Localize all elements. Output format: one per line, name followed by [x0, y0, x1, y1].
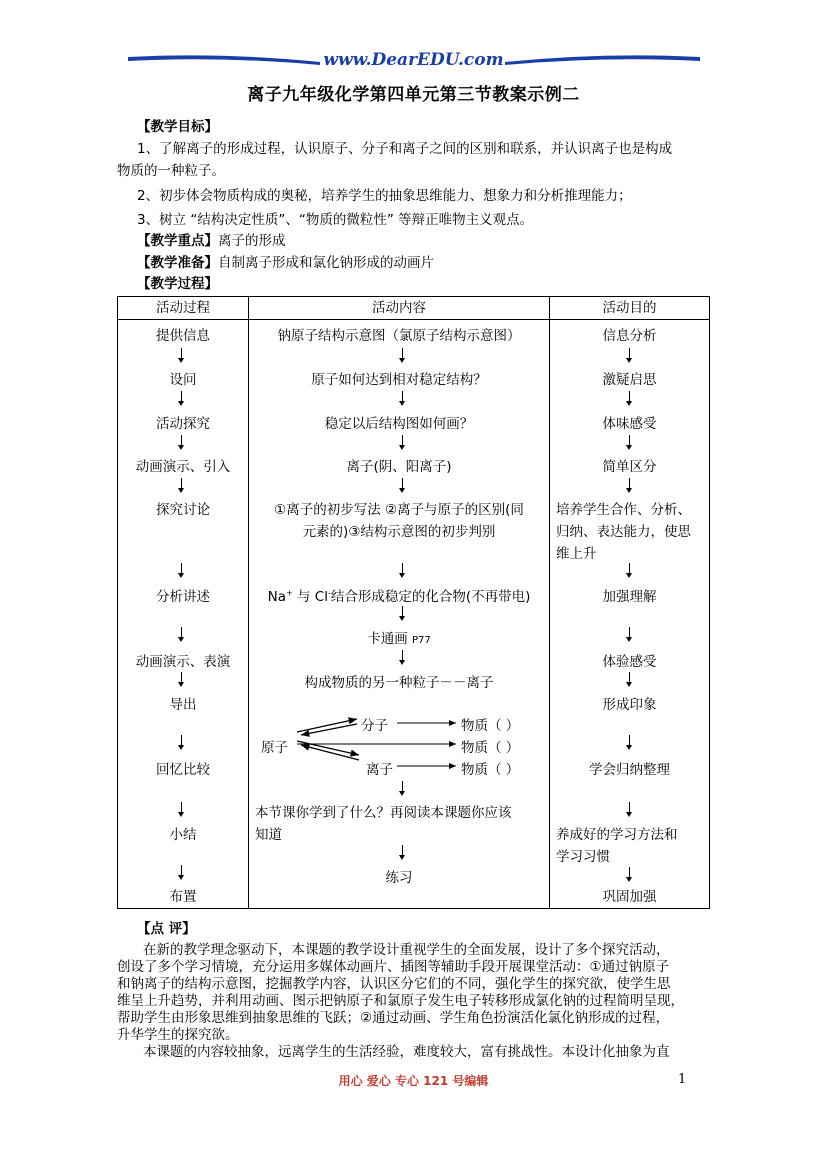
content-step-exercise: 练习	[385, 870, 413, 886]
prep-heading: 【教学准备】	[137, 255, 218, 271]
down-arrow-icon	[181, 627, 182, 638]
content-step: 构成物质的另一种粒子－－离子	[304, 675, 494, 691]
down-arrow-icon	[402, 391, 403, 402]
review-line: 在新的教学理念驱动下，本课题的教学设计重视学生的全面发展，设计了多个探究活动，	[143, 942, 670, 958]
process-step: 回忆比较	[156, 762, 210, 778]
review-line: 本课题的内容较抽象，远离学生的生活经验，难度较大，富有挑战性。本设计化抽象为直	[143, 1044, 670, 1060]
molecule-label: 分子	[361, 718, 388, 734]
objective-2: 2、初步体会物质构成的奥秘，培养学生的抽象思维能力、想象力和分析推理能力；	[137, 188, 632, 204]
purpose-step: 加强理解	[602, 589, 657, 605]
down-arrow-icon	[181, 391, 182, 402]
content-step: 离子(阴、阳离子)	[346, 459, 452, 475]
site-url[interactable]: www.DearEDU.com	[323, 50, 504, 70]
objective-1-line-1: 1、了解离子的形成过程，认识原子、分子和离子之间的区别和联系，并认识离子也是构成	[137, 141, 673, 157]
prep-text: 自制离子形成和氯化钠形成的动画片	[218, 255, 434, 271]
content-step: 原子如何达到相对稳定结构？	[311, 372, 487, 388]
purpose-step: 巩固加强	[602, 889, 657, 905]
down-arrow-icon	[181, 865, 182, 876]
process-step: 设问	[169, 372, 197, 388]
process-step: 提供信息	[156, 328, 210, 344]
down-arrow-icon	[402, 563, 403, 574]
review-line: 维呈上升趋势，并利用动画、图示把钠原子和氯原子发生电子转移形成氯化钠的过程简明呈现，	[117, 993, 684, 1009]
down-arrow-icon	[181, 478, 182, 489]
down-arrow-icon	[629, 672, 630, 683]
process-step: 动画演示、表演	[135, 654, 231, 670]
down-arrow-icon	[629, 391, 630, 402]
purpose-step: 信息分析	[602, 328, 657, 344]
down-arrow-icon	[629, 735, 630, 746]
down-arrow-icon	[629, 563, 630, 574]
process-step: 导出	[169, 697, 197, 713]
footer-text: 用心 爱心 专心 121 号编辑	[338, 1074, 489, 1088]
content-step: 钠原子结构示意图（氯原子结构示意图）	[277, 328, 521, 344]
table-body-row	[118, 320, 710, 909]
purpose-step: 体味感受	[602, 416, 657, 432]
down-arrow-icon	[629, 627, 630, 638]
atom-label: 原子	[261, 740, 288, 756]
process-step: 活动探究	[156, 416, 210, 432]
down-arrow-icon	[181, 735, 182, 746]
process-step: 分析讲述	[156, 589, 210, 605]
down-arrow-icon	[402, 650, 403, 661]
column-purpose	[550, 320, 710, 909]
focus-line	[137, 230, 286, 252]
cartoon-label: 卡通画	[367, 631, 408, 647]
purpose-line-1: 培养学生合作、分析、	[556, 502, 691, 518]
header-activity-content: 活动内容	[249, 297, 550, 320]
down-arrow-icon	[402, 478, 403, 489]
content-step-cartoon	[249, 627, 549, 647]
column-content	[249, 320, 550, 909]
purpose-line-2: 归纳、表达能力，使思	[556, 524, 691, 540]
matter-blank-1: 物质（ ）	[461, 718, 520, 734]
review-line: 升华学生的探究欲。	[117, 1027, 239, 1043]
purpose-step: 学会归纳整理	[589, 762, 670, 778]
focus-text: 离子的形成	[218, 233, 286, 249]
table-header-row	[118, 297, 710, 320]
review-line: 创设了多个学习情境，充分运用多媒体动画片、插图等辅助手段开展课堂活动：①通过钠原子	[117, 959, 670, 975]
column-process	[118, 320, 249, 909]
header-activity-process: 活动过程	[118, 297, 249, 320]
down-arrow-icon	[402, 606, 403, 617]
header-activity-purpose: 活动目的	[550, 297, 710, 320]
process-heading: 【教学过程】	[137, 276, 218, 292]
sodium-symbol: Na	[267, 589, 286, 605]
summary-line-2: 知道	[255, 827, 282, 843]
down-arrow-icon	[402, 435, 403, 446]
down-arrow-icon	[402, 845, 403, 856]
review-body	[117, 942, 713, 1061]
purpose-step: 形成印象	[602, 697, 657, 713]
review-line: 和钠离子的结构示意图，挖掘教学内容，认识区分它们的不同，强化学生的探究欲，使学生思	[117, 976, 671, 992]
positive-charge: +	[285, 588, 293, 598]
objective-3: 3、树立 “结构决定性质”、“物质的微粒性” 等辩正唯物主义观点。	[137, 212, 534, 228]
down-arrow-icon	[181, 802, 182, 813]
down-arrow-icon	[629, 478, 630, 489]
objectives-heading: 【教学目标】	[137, 119, 218, 135]
down-arrow-icon	[629, 802, 630, 813]
particle-relation-arrows	[249, 710, 549, 780]
down-arrow-icon	[629, 348, 630, 359]
purpose-habit-line-2: 学习习惯	[556, 849, 610, 865]
purpose-line-3: 维上升	[556, 546, 597, 562]
summary-line-1: 本节课你学到了什么？再阅读本课题你应该	[255, 805, 512, 821]
ion-label: 离子	[366, 762, 393, 778]
page-title: 离子九年级化学第四单元第三节教案示例二	[247, 85, 580, 105]
down-arrow-icon	[402, 348, 403, 359]
content-step-ion-combination	[249, 585, 549, 605]
page-number: 1	[678, 1072, 687, 1087]
matter-blank-3: 物质（ ）	[461, 762, 520, 778]
negative-charge: -	[327, 588, 331, 598]
content-step-line-1: ①离子的初步写法 ②离子与原子的区别(同	[274, 502, 524, 518]
chlorine-text: 与 Cl	[296, 589, 328, 605]
process-step: 动画演示、引入	[135, 459, 231, 475]
cartoon-page-ref: P77	[412, 635, 431, 646]
down-arrow-icon	[181, 672, 182, 683]
prep-line	[137, 252, 434, 274]
down-arrow-icon	[181, 435, 182, 446]
process-step: 布置	[169, 889, 197, 905]
review-line: 帮助学生由形象思维到抽象思维的飞跃；②通过动画、学生角色扮演活化氯化钠形成的过程，	[117, 1010, 670, 1026]
objective-1-line-2: 物质的一种粒子。	[117, 163, 225, 179]
focus-heading: 【教学重点】	[137, 233, 218, 249]
purpose-step: 体验感受	[602, 654, 657, 670]
combination-text: 结合形成稳定的化合物(不再带电)	[330, 589, 531, 605]
purpose-habit-line-1: 养成好的学习方法和	[556, 827, 678, 843]
down-arrow-icon	[181, 563, 182, 574]
process-step: 小结	[169, 827, 197, 843]
down-arrow-icon	[629, 435, 630, 446]
purpose-step: 简单区分	[602, 459, 657, 475]
down-arrow-icon	[181, 348, 182, 359]
purpose-step: 激疑启思	[602, 372, 657, 388]
process-step: 探究讨论	[156, 502, 210, 518]
matter-blank-2: 物质（ ）	[461, 740, 520, 756]
down-arrow-icon	[402, 781, 403, 792]
content-step: 稳定以后结构图如何画？	[324, 416, 474, 432]
down-arrow-icon	[629, 867, 630, 878]
process-table	[117, 296, 710, 909]
review-heading: 【点 评】	[137, 921, 196, 937]
content-step-line-2: 元素的)③结构示意图的初步判别	[302, 524, 496, 540]
